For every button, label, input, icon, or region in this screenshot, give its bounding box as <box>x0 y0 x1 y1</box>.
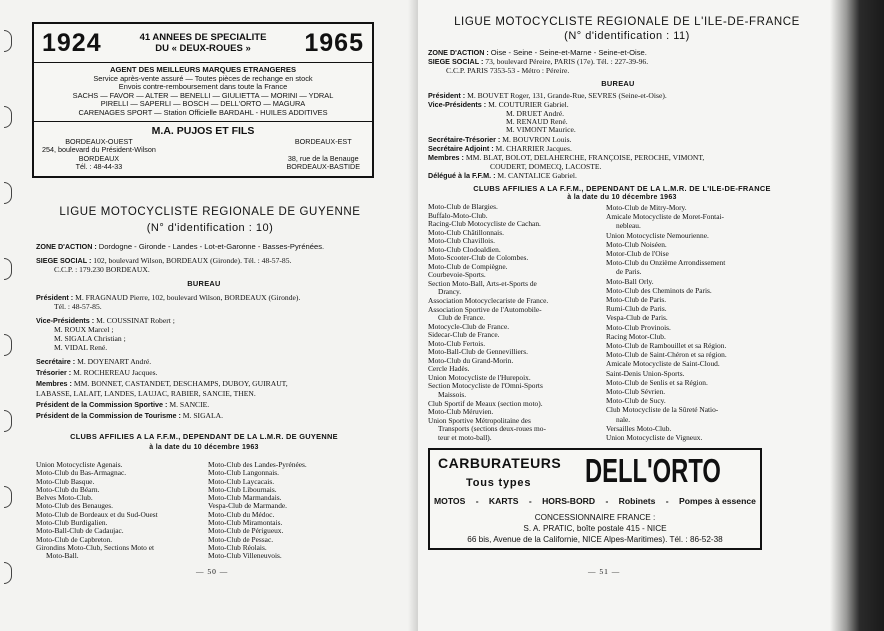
ad-agents-block <box>34 63 372 122</box>
page-number: — 50 — <box>196 567 229 576</box>
club-item: Union Motocycliste Nemourienne. <box>606 230 709 240</box>
club-item: Moto-Club Basque. <box>36 476 95 486</box>
club-item: Moto-Club de Pessac. <box>208 534 274 544</box>
page-title: LIGUE MOTOCYCLISTE REGIONALE DE GUYENNE <box>59 206 361 218</box>
branch-line: BORDEAUX-OUEST <box>65 136 133 146</box>
club-item: Association Sportive de l'Automobile- <box>428 304 542 314</box>
club-item: Club Sportif de Meaux (section moto). <box>428 398 543 408</box>
club-item: Moto-Ball-Club de Cadaujac. <box>36 526 124 536</box>
clubs-column-2 <box>606 203 786 442</box>
club-item: Moto-Club des Landes-Pyrénées. <box>208 460 307 469</box>
club-item: Maissois. <box>438 390 467 400</box>
commission-sportive: Président de la Commission Sportive : M. SANCIE. <box>36 400 210 409</box>
vp-item: M. SIGALA Christian ; <box>54 334 126 343</box>
clubs-column-1 <box>428 203 606 442</box>
binding-hole <box>4 258 12 280</box>
club-item: Moto-Club Fertois. <box>428 338 486 348</box>
club-item: Moto-Club Laycacais. <box>208 476 275 486</box>
ad-company: M.A. PUJOS ET FILS <box>151 124 255 137</box>
ad-tagline-line: DU « DEUX-ROUES » <box>155 43 251 54</box>
ad-products <box>434 496 756 506</box>
branch-line: BORDEAUX-BASTIDE <box>286 162 360 172</box>
right-page <box>418 0 884 631</box>
clubs-column-2 <box>208 461 378 561</box>
club-item: teur et moto-ball). <box>438 432 492 442</box>
club-item: Moto-Club Châtillonnais. <box>428 227 504 237</box>
delegue-line: Délégué à la F.F.M. : M. CANTALICE Gabriel. <box>428 171 577 180</box>
club-item: nale. <box>616 414 631 424</box>
club-item: Union Motocycliste de Vigneux. <box>606 433 703 443</box>
club-item: Union Motocycliste de l'Hurepoix. <box>428 372 531 382</box>
club-item: Section Motocycliste de l'Omni-Sports <box>428 381 543 391</box>
sectres-line: Secrétaire-Trésorier : M. BOUVRON Louis. <box>428 135 572 144</box>
clubs-heading: CLUBS AFFILIES A LA F.F.M., DEPENDANT DE LA L.M.R. DE L'ILE-DE-FRANCE <box>473 184 771 193</box>
club-item: nebleau. <box>616 221 641 231</box>
club-item: Moto-Club du Béarn. <box>36 484 100 494</box>
vp-line: Vice-Présidents : M. COUTURIER Gabriel. <box>428 100 569 109</box>
president-line: Président : M. FRAGNAUD Pierre, 102, boulevard Wilson, BORDEAUX (Gironde). <box>36 293 301 302</box>
tresorier-line: Trésorier : M. ROCHEREAU Jacques. <box>36 368 158 377</box>
secretaire-line: Secrétaire : M. DOYENART André. <box>36 357 152 366</box>
club-item: Courbevoie-Sports. <box>428 270 486 280</box>
club-item: Amicale Motocycliste de Moret-Fontai- <box>606 212 725 222</box>
club-item: Moto-Ball Orly. <box>606 276 654 286</box>
club-item: Moto-Club Marmandais. <box>208 493 282 503</box>
club-item: Moto-Club de Bordeaux et du Sud-Ouest <box>36 509 158 519</box>
club-item: Association Motocyclecariste de France. <box>428 296 549 306</box>
vp-item: M. RENAUD René. <box>506 117 568 126</box>
club-item: Club de France. <box>438 313 485 323</box>
club-item: Belves Moto-Club. <box>36 493 93 503</box>
ad-address: 66 bis, Avenue de la Californie, NICE Alpes-Maritimes). Tél. : 86-52-38 <box>467 535 723 544</box>
page-ident: (N° d'identification : 10) <box>146 222 274 234</box>
zone-line: ZONE D'ACTION : Oise - Seine - Seine-et-Marne - Seine-et-Oise. <box>428 48 647 57</box>
club-item: Vespa-Club de Paris. <box>606 313 668 323</box>
ccp-line: C.C.P. : 179.230 BORDEAUX. <box>54 265 150 274</box>
ad-branches <box>34 138 372 176</box>
club-item: Drancy. <box>438 287 462 297</box>
ad-product-item: - <box>528 496 532 506</box>
club-item: Moto-Club Clodoaldien. <box>428 244 501 254</box>
branch-line: 38, rue de la Benauge <box>287 153 359 163</box>
club-item: Racing-Club Motocycliste de Cachan. <box>428 219 541 229</box>
club-item: Moto-Club de Compiègne. <box>428 261 508 271</box>
club-item: Rumi-Club de Paris. <box>606 304 667 314</box>
ad-product-item: - <box>475 496 479 506</box>
ad-product-item: - <box>665 496 669 506</box>
club-item: Moto-Club du Onzième Arrondissement <box>606 258 726 268</box>
membres-line-2: COUDERT, DOMECQ, LACOSTE. <box>490 162 602 171</box>
ad-product-item: - <box>605 496 609 506</box>
ad-product-item: Robinets <box>618 496 656 506</box>
club-item: Amicale Motocycliste de Saint-Cloud. <box>606 359 720 369</box>
club-item: Moto-Club Méruvien. <box>428 407 494 417</box>
club-item: Moto-Club des Cheminots de Paris. <box>606 285 712 295</box>
vp-item: M. DRUET André. <box>506 109 565 118</box>
binding-hole <box>4 486 12 508</box>
clubs-list <box>36 461 378 561</box>
clubs-heading: CLUBS AFFILIES A LA F.F.M., DEPENDANT DE LA L.M.R. DE GUYENNE <box>70 432 338 441</box>
ad-product-item: KARTS <box>488 496 519 506</box>
membres-line: Membres : MM. BLAT, BOLOT, DELAHERCHE, FRANÇOISE, PEROCHE, VIMONT, <box>428 153 705 162</box>
club-item: Girondins Moto-Club, Sections Moto et <box>36 542 155 552</box>
club-item: Versailles Moto-Club. <box>606 423 672 433</box>
ad-agents-line: Service après-vente assuré — Toutes pièces de rechange en stock <box>93 73 313 83</box>
siege-line: SIEGE SOCIAL : 102, boulevard Wilson, BORDEAUX (Gironde). Tél. : 48-57-85. <box>36 256 292 265</box>
ccp-line: C.C.P. PARIS 7353-53 - Métro : Péreire. <box>446 66 570 75</box>
clubs-list <box>428 203 786 442</box>
clubs-date: à la date du 10 décembre 1963 <box>149 444 259 451</box>
club-item: Club Motocycliste de la Sûreté Natio- <box>606 405 719 415</box>
ad-product-item: HORS-BORD <box>542 496 596 506</box>
club-item: Moto-Club de Capbreton. <box>36 534 113 544</box>
club-item: Moto-Club du Médoc. <box>208 509 275 519</box>
club-item: Saint-Denis Union-Sports. <box>606 368 685 378</box>
ad-branch-west <box>42 138 156 172</box>
club-item: Moto-Club des Benauges. <box>36 501 113 511</box>
club-item: Moto-Scooter-Club de Colombes. <box>428 253 529 263</box>
club-item: Buffalo-Moto-Club. <box>428 210 488 220</box>
club-item: Moto-Club Villeneuvois. <box>208 551 282 561</box>
dellorto-advertisement <box>428 448 762 550</box>
club-item: de Paris. <box>616 267 642 277</box>
bureau-heading: BUREAU <box>187 279 221 288</box>
zone-line: ZONE D'ACTION : Dordogne - Gironde - Landes - Lot-et-Garonne - Basses-Pyrénées. <box>36 242 325 251</box>
club-item: Moto-Club Réolais. <box>208 542 267 552</box>
club-item: Moto-Club de Mitry-Mory. <box>606 203 687 212</box>
club-item: Moto-Club Burdigalien. <box>36 518 108 528</box>
binding-hole <box>4 562 12 584</box>
page-ident: (N° d'identification : 11) <box>564 30 690 42</box>
club-item: Motocycle-Club de France. <box>428 321 510 331</box>
left-page <box>0 0 418 631</box>
branch-line: Tél. : 48-44-33 <box>75 162 123 172</box>
page-title: LIGUE MOTOCYCLISTE REGIONALE DE L'ILE-DE-FRANCE <box>454 16 800 28</box>
club-item: Moto-Club Langonnais. <box>208 468 280 478</box>
club-item: Moto-Club Libournais. <box>208 484 277 494</box>
club-item: Moto-Club Noiséen. <box>606 239 667 249</box>
bureau-heading: BUREAU <box>601 79 635 88</box>
ad-brand-logo: DELL'ORTO <box>585 452 721 489</box>
club-item: Moto-Club de Saint-Chéron et sa région. <box>606 350 727 360</box>
branch-line: BORDEAUX <box>78 153 120 163</box>
club-item: Moto-Club Miramontais. <box>208 518 283 528</box>
vp-line: Vice-Présidents : M. COUSSINAT Robert ; <box>36 316 175 325</box>
ad-agents-line: AGENT DES MEILLEURS MARQUES ETRANGERES <box>109 65 297 74</box>
club-item: Moto-Club Provinois. <box>606 322 671 332</box>
ad-agents-line: Envois contre-remboursement dans toute la France <box>118 82 288 92</box>
club-item: Moto-Club Chavillois. <box>428 236 495 246</box>
binding-hole <box>4 30 12 52</box>
binding-hole <box>4 410 12 432</box>
membres-line: Membres : MM. BONNET, CASTANDET, DESCHAMPS, DUBOY, GUIRAUT, <box>36 379 288 388</box>
club-item: Moto-Club de Sucy. <box>606 396 666 406</box>
binding-hole <box>4 182 12 204</box>
ad-tagline-line: 41 ANNEES DE SPECIALITE <box>139 32 267 43</box>
club-item: Motor-Club de l'Oise <box>606 249 669 259</box>
binding-hole <box>4 334 12 356</box>
binding-holes <box>0 30 14 631</box>
ad-concession: CONCESSIONNAIRE FRANCE : <box>534 513 656 522</box>
ad-product-item: MOTOS <box>434 496 466 506</box>
clubs-column-1 <box>36 461 208 561</box>
ad-tagline <box>140 32 267 54</box>
club-item: Moto-Club de Rambouillet et sa Région. <box>606 341 727 351</box>
president-line: Président : M. BOUVET Roger, 131, Grande-Rue, SEVRES (Seine-et-Oise). <box>428 91 667 100</box>
club-item: Union Motocycliste Agenais. <box>36 460 123 469</box>
commission-tourisme: Président de la Commission de Tourisme : M. SIGALA. <box>36 411 224 420</box>
club-item: Sidecar-Club de France. <box>428 330 500 340</box>
club-item: Cercle Hadès. <box>428 364 470 374</box>
club-item: Moto-Club Sévrien. <box>606 387 666 397</box>
ad-year-end: 1965 <box>304 28 364 57</box>
ad-agents-line: CARENAGES SPORT — Station Officielle BARDAHL - HUILES ADDITIVES <box>78 107 328 117</box>
page-number: — 51 — <box>588 567 621 576</box>
branch-line: BORDEAUX-EST <box>294 136 352 146</box>
club-item: Moto-Ball-Club de Gennevilliers. <box>428 347 528 357</box>
vp-item: M. VIDAL René. <box>54 343 108 352</box>
ad-agents-line: SACHS — FAVOR — ALTER — BENELLI — GIULIETTA — MORINI — YDRAL <box>72 90 334 100</box>
club-item: Transports (sections deux-roues mo- <box>438 424 546 434</box>
binding-hole <box>4 106 12 128</box>
ad-tous-types: Tous types <box>466 477 532 489</box>
ad-company: S. A. PRATIC, boîte postale 415 - NICE <box>523 524 667 533</box>
club-item: Moto-Club de Senlis et sa Région. <box>606 377 708 387</box>
club-item: Union Sportive Métropolitaine des <box>428 415 531 425</box>
president-tel: Tél. : 48-57-85. <box>54 302 102 311</box>
ad-product-item: Pompes à essence <box>678 496 756 506</box>
scan-edge-shadow <box>830 0 884 631</box>
pujos-advertisement <box>32 22 374 178</box>
ad-branch-east <box>287 138 361 172</box>
ad-header <box>34 24 372 63</box>
club-item: Moto-Ball. <box>46 551 79 561</box>
ad-carburateurs: CARBURATEURS <box>438 455 562 471</box>
vp-item: M. VIMONT Maurice. <box>506 125 576 134</box>
club-item: Moto-Club de Paris. <box>606 295 667 305</box>
clubs-date: à la date du 10 décembre 1963 <box>567 194 677 201</box>
membres-line-2: LABASSE, LALAIT, LANDES, LAUJAC, RABIER, SANCIE, THEN. <box>36 389 256 398</box>
branch-line: 254, boulevard du Président-Wilson <box>42 145 156 155</box>
club-item: Moto-Club de Blargies. <box>428 202 498 211</box>
club-item: Moto-Club du Bas-Armagnac. <box>36 468 127 478</box>
secadj-line: Secrétaire Adjoint : M. CHARRIER Jacques. <box>428 144 572 153</box>
club-item: Racing Motor-Club. <box>606 331 666 341</box>
vp-item: M. ROUX Marcel ; <box>54 325 114 334</box>
club-item: Moto-Club de Périgueux. <box>208 526 284 536</box>
ad-agents-line: PIRELLI — SAPERLI — BOSCH — DELL'ORTO — MAGURA <box>100 99 306 109</box>
club-item: Moto-Club du Grand-Morin. <box>428 355 514 365</box>
ad-year-start: 1924 <box>42 28 102 57</box>
club-item: Vespa-Club de Marmande. <box>208 501 288 511</box>
club-item: Section Moto-Ball, Arts-et-Sports de <box>428 278 537 288</box>
siege-line: SIEGE SOCIAL : 73, boulevard Péreire, PARIS (17e). Tél. : 227-39-96. <box>428 57 649 66</box>
